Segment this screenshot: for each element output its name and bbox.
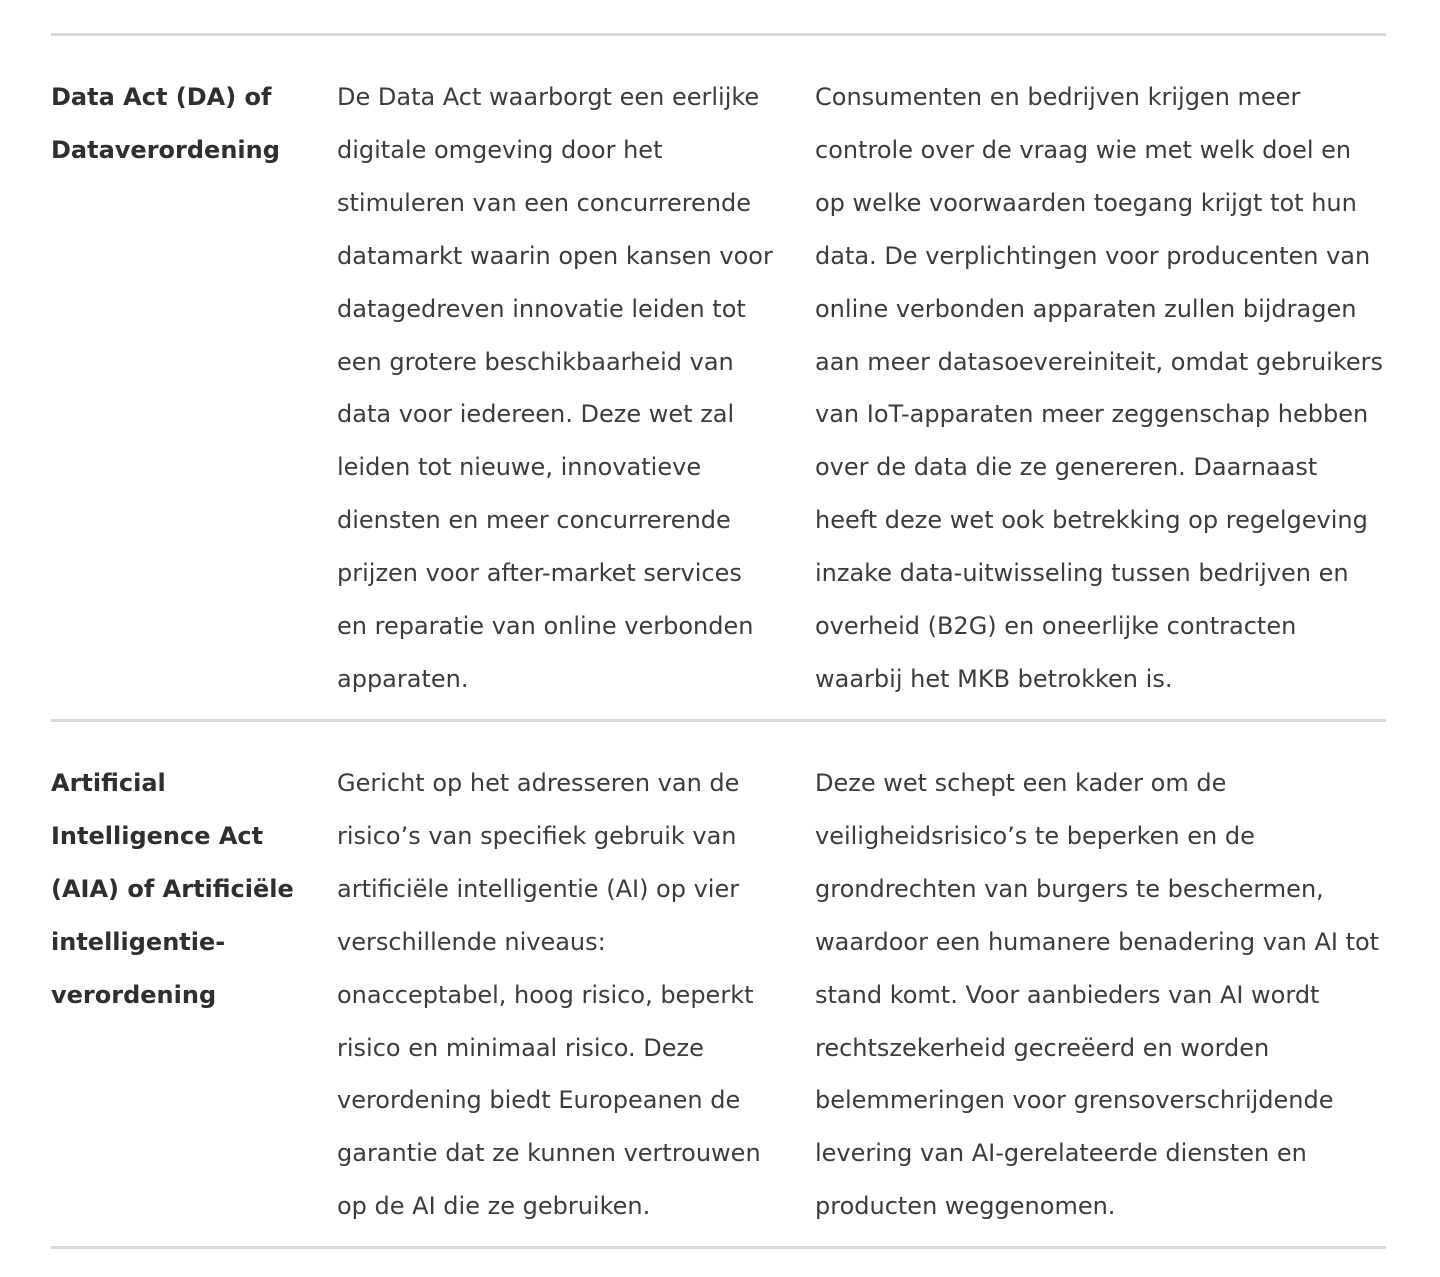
table-row-data-act <box>51 36 1386 722</box>
regulation-impact: Deze wet schept een kader om de veiligheidsrisico’s te beperken en de grondrechten van burgers te beschermen, waardoor een humanere benadering van AI tot stand komt. Voor aanbieders van AI wordt rechtszekerheid gecreëerd en worden belemmeringen voor grensoverschrijdende levering van AI-gerelateerde diensten en producten weggenomen. <box>815 769 1380 1221</box>
regulation-name: Data Act (DA) of Dataverordening <box>51 83 280 164</box>
regulation-name: Artificial Intelligence Act (AIA) of Artificiële intelligentie-verordening <box>51 769 294 1009</box>
table-row-ai-act <box>51 722 1386 1249</box>
regulation-description: De Data Act waarborgt een eerlijke digitale omgeving door het stimuleren van een concurrerende datamarkt waarin open kansen voor datagedreven innovatie leiden tot een grotere beschikbaarheid van data voor iedereen. Deze wet zal leiden tot nieuwe, innovatieve diensten en meer concurrerende prijzen voor after-market services en reparatie van online verbonden apparaten. <box>337 83 773 693</box>
regulation-description: Gericht op het adresseren van de risico’s van specifiek gebruik van artificiële intelligentie (AI) op vier verschillende niveaus: onacceptabel, hoog risico, beperkt risico en minimaal risico. Deze verordening biedt Europeanen de garantie dat ze kunnen vertrouwen op de AI die ze gebruiken. <box>337 769 761 1221</box>
regulation-impact: Consumenten en bedrijven krijgen meer controle over de vraag wie met welk doel en op welke voorwaarden toegang krijgt tot hun data. De verplichtingen voor producenten van online verbonden apparaten zullen bijdragen aan meer datasoevereiniteit, omdat gebruikers van IoT-apparaten meer zeggenschap hebben over de data die ze genereren. Daarnaast heeft deze wet ook betrekking op regelgeving inzake data-uitwisseling tussen bedrijven en overheid (B2G) en oneerlijke contracten waarbij het MKB betrokken is. <box>815 83 1384 693</box>
regulation-table <box>51 33 1386 1249</box>
